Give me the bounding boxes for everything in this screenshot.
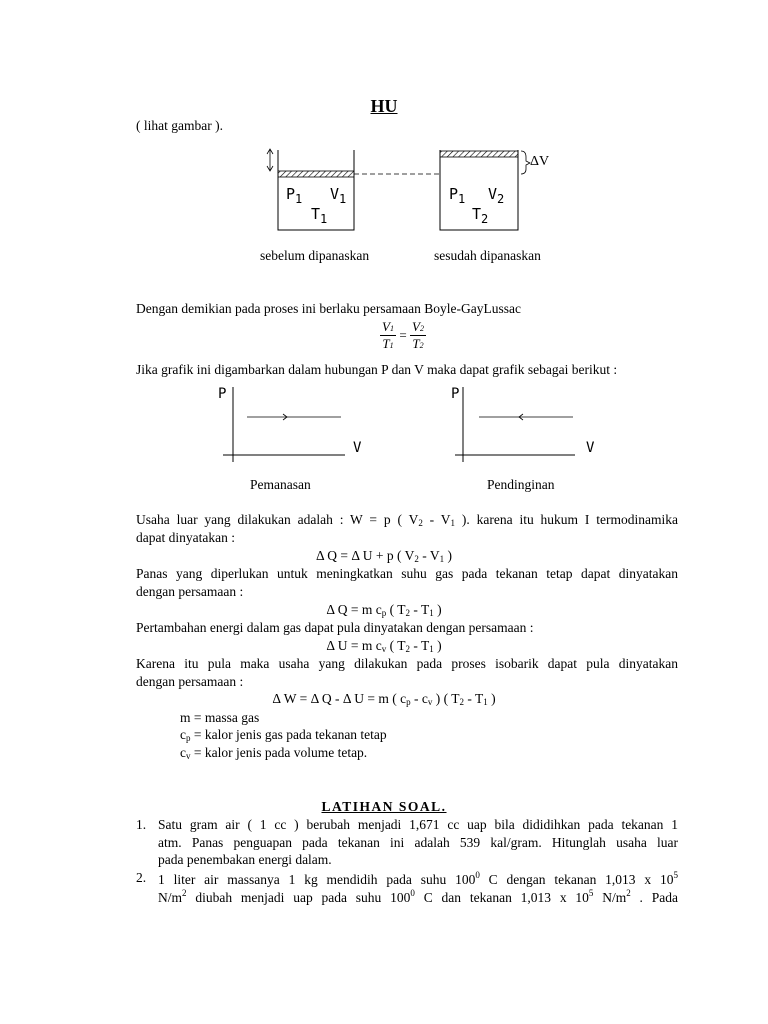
paragraph-usaha-luar: Usaha luar yang dilakukan adalah : W = p ( $V_2 - V_1$ ). karena itu hukum I termodinamika (136, 512, 678, 528)
question-2-line-1: 1 liter air massanya 1 kg mendidih pada suhu $100^0$ C dengan tekanan 1,013 x $10^5$ (158, 870, 678, 887)
definition-cp: $c_p$ = kalor jenis gas pada tekanan tetap (180, 727, 387, 743)
graph-left-v-label: V (353, 440, 362, 456)
equation-boyle-gaylussac: $\frac{V1}{T1}$ = $\frac{V2}{T2}$ (382, 319, 424, 351)
question-2-number: 2. (136, 870, 147, 885)
left-piston (278, 171, 354, 177)
paragraph-panas-2: dengan persamaan : (136, 584, 244, 599)
label-p1-left: $P_1$ (286, 185, 303, 206)
paragraph-boyle: Dengan demikian pada proses ini berlaku persamaan Boyle-GayLussac (136, 301, 521, 316)
label-delta-v: ΔV (530, 154, 550, 169)
caption-pemanasan: Pemanasan (250, 477, 311, 492)
equation-internal-energy: Δ U = m $c_v$ ( $T_2 - T_1$ ) (326, 638, 442, 654)
caption-sebelum: sebelum dipanaskan (260, 248, 370, 263)
paragraph-isobarik-2: dengan persamaan : (136, 674, 244, 689)
page-title: HU (370, 96, 398, 116)
intro-text: ( lihat gambar ). (136, 118, 223, 133)
label-t2-right: $T_2$ (472, 205, 489, 226)
paragraph-grafik: Jika grafik ini digambarkan dalam hubungan P dan V maka dapat grafik sebagai berikut : (136, 362, 618, 377)
label-v2-right: $V_2$ (488, 185, 505, 206)
caption-pendinginan: Pendinginan (487, 477, 555, 492)
graph-right-p-label: P (451, 386, 460, 402)
definition-cv: $c_v$ = kalor jenis pada volume tetap. (180, 745, 368, 761)
equation-work: Δ W = Δ Q - Δ U = m ( $c_p - c_v$ ) ( $T_2 - T_1$ ) (272, 691, 496, 707)
question-2-line-2: $N/m^2$ diubah menjadi uap pada suhu $100^0$ C dan tekanan 1,013 x $10^5$ $N/m^2$ . Pada (158, 888, 678, 905)
label-t1-left: $T_1$ (311, 205, 328, 226)
section-title-latihan: LATIHAN SOAL. (321, 799, 447, 814)
definition-m: m = massa gas (180, 710, 260, 725)
label-v1-left: $V_1$ (330, 185, 347, 206)
container-figure (260, 140, 560, 240)
question-1-number: 1. (136, 817, 147, 832)
question-1-line-1: Satu gram air ( 1 cc ) berubah menjadi 1,671 cc uap bila dididihkan pada tekanan 1 (158, 817, 678, 832)
right-piston (440, 151, 518, 157)
label-p1-right: $P_1$ (449, 185, 466, 206)
question-1-line-3: pada penembakan energi dalam. (158, 852, 332, 867)
paragraph-usaha-luar-2: dapat dinyatakan : (136, 530, 235, 545)
equation-first-law: Δ Q = Δ U + p ( $V_2 - V_1$ ) (316, 548, 452, 564)
paragraph-energi-dalam: Pertambahan energi dalam gas dapat pula dinyatakan dengan persamaan : (136, 620, 534, 635)
graph-right-v-label: V (586, 440, 595, 456)
graph-left-p-label: P (218, 386, 227, 402)
caption-sesudah: sesudah dipanaskan (434, 248, 541, 263)
delta-v-brace (521, 151, 530, 174)
question-1-line-2: atm. Panas penguapan pada tekanan ini adalah 539 kal/gram. Hitunglah usaha luar (158, 835, 678, 850)
equation-heat: Δ Q = m $c_p$ ( $T_2 - T_1$ ) (326, 602, 442, 618)
pv-graphs (215, 385, 615, 465)
paragraph-panas: Panas yang diperlukan untuk meningkatkan suhu gas pada tekanan tetap dapat dinyatakan (136, 566, 678, 581)
paragraph-isobarik: Karena itu pula maka usaha yang dilakukan pada proses isobarik dapat pula dinyatakan (136, 656, 678, 671)
